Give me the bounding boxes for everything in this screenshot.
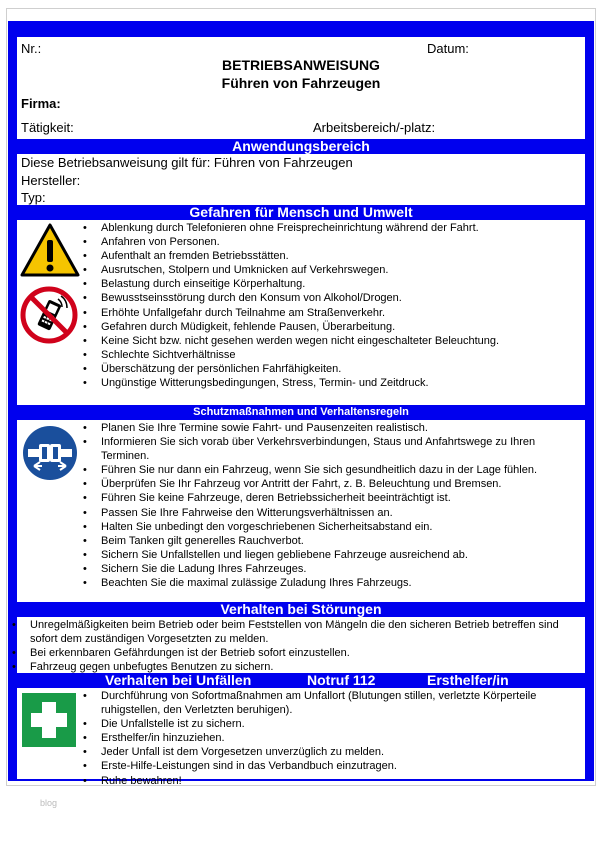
list-item: • Die Unfallstelle ist zu sichern. bbox=[79, 717, 583, 731]
anwendungsbereich-text: Diese Betriebsanweisung gilt für: Führen von Fahrzeugen bbox=[21, 155, 353, 170]
list-item: • Belastung durch einseitige Körperhaltung. bbox=[79, 277, 583, 291]
list-item: • Ablenkung durch Telefonieren ohne Freisprecheinrichtung während der Fahrt. bbox=[79, 221, 583, 235]
unfaelle-list bbox=[79, 689, 583, 788]
list-item: • Überprüfen Sie Ihr Fahrzeug vor Antritt der Fahrt, z. B. Beleuchtung und Bremsen. bbox=[79, 477, 583, 491]
section-heading-gefahren: Gefahren für Mensch und Umwelt bbox=[17, 205, 585, 220]
list-item: • Erste-Hilfe-Leistungen sind in das Verbandbuch einzutragen. bbox=[79, 759, 583, 773]
list-item: • Durchführung von Sofortmaßnahmen am Unfallort (Blutungen stillen, verletzte Körperteile ruhigstellen, den Verletzten beruhigen). bbox=[79, 689, 583, 717]
nr-label: Nr.: bbox=[21, 41, 42, 56]
list-item: • Gefahren durch Müdigkeit, fehlende Pausen, Überarbeitung. bbox=[79, 320, 583, 334]
list-item: • Beachten Sie die maximal zulässige Zuladung Ihres Fahrzeugs. bbox=[79, 576, 583, 590]
typ-label: Typ: bbox=[21, 190, 46, 205]
no-phone-icon bbox=[20, 286, 78, 344]
list-item: • Sichern Sie Unfallstellen und liegen gebliebene Fahrzeuge ausreichend ab. bbox=[79, 548, 583, 562]
list-item: • Bei erkennbaren Gefährdungen ist der Betrieb sofort einzustellen. bbox=[8, 646, 586, 660]
list-item: • Unregelmäßigkeiten beim Betrieb oder beim Feststellen von Mängeln die den sicheren Betrieb betreffen sind sofort dem zuständigen Vorgesetzten zu melden. bbox=[8, 618, 586, 646]
list-item: • Halten Sie unbedingt den vorgeschriebenen Sicherheitsabstand ein. bbox=[79, 520, 583, 534]
list-item: • Ruhe bewahren! bbox=[79, 774, 583, 788]
stoerungen-list bbox=[8, 618, 586, 674]
document-frame bbox=[8, 21, 594, 787]
list-item: • Erhöhte Unfallgefahr durch Teilnahme am Straßenverkehr. bbox=[79, 306, 583, 320]
list-item: • Führen Sie keine Fahrzeuge, deren Betriebssicherheit beeinträchtigt ist. bbox=[79, 491, 583, 505]
list-item: • Passen Sie Ihre Fahrweise den Witterungsverhältnissen an. bbox=[79, 506, 583, 520]
warning-triangle-icon bbox=[20, 223, 80, 277]
ersthelfer-label: Ersthelfer/in bbox=[427, 672, 509, 688]
schutz-list bbox=[79, 421, 583, 590]
datum-label: Datum: bbox=[427, 41, 469, 56]
list-item: • Informieren Sie sich vorab über Verkehrsverbindungen, Staus und Anfahrtswege zu Ihren Terminen. bbox=[79, 435, 583, 463]
list-item: • Schlechte Sichtverhältnisse bbox=[79, 348, 583, 362]
section-heading-schutz: Schutzmaßnahmen und Verhaltensregeln bbox=[17, 405, 585, 420]
watermark-text: blog bbox=[40, 798, 58, 808]
arbeitsbereich-label: Arbeitsbereich/-platz: bbox=[313, 120, 436, 135]
list-item: • Bewusstseinsstörung durch den Konsum von Alkohol/Drogen. bbox=[79, 291, 583, 305]
list-item: • Fahrzeug gegen unbefugtes Benutzen zu sichern. bbox=[8, 660, 586, 674]
taetigkeit-label: Tätigkeit: bbox=[21, 120, 74, 135]
list-item: • Sichern Sie die Ladung Ihres Fahrzeuges. bbox=[79, 562, 583, 576]
list-item: • Aufenthalt an fremden Betriebsstätten. bbox=[79, 249, 583, 263]
section-heading-stoerungen: Verhalten bei Störungen bbox=[17, 602, 585, 617]
list-item: • Anfahren von Personen. bbox=[79, 235, 583, 249]
firma-label: Firma: bbox=[21, 96, 61, 111]
list-item: • Ausrutschen, Stolpern und Umknicken auf Verkehrswegen. bbox=[79, 263, 583, 277]
first-aid-icon bbox=[22, 693, 76, 747]
page-subtitle: Führen von Fahrzeugen bbox=[221, 75, 381, 91]
hersteller-label: Hersteller: bbox=[21, 173, 81, 188]
list-item: • Überschätzung der persönlichen Fahrfähigkeiten. bbox=[79, 362, 583, 376]
page-title: BETRIEBSANWEISUNG bbox=[222, 57, 380, 73]
unfaelle-heading-label: Verhalten bei Unfällen bbox=[105, 672, 252, 688]
list-item: • Beim Tanken gilt generelles Rauchverbot. bbox=[79, 534, 583, 548]
seatbelt-icon bbox=[22, 425, 78, 481]
list-item: • Ungünstige Witterungsbedingungen, Stress, Termin- und Zeitdruck. bbox=[79, 376, 583, 390]
section-heading-unfaelle bbox=[17, 673, 585, 688]
gefahren-list bbox=[79, 221, 583, 390]
document-sheet bbox=[6, 8, 596, 786]
section-heading-anwendungsbereich: Anwendungsbereich bbox=[17, 139, 585, 154]
list-item: • Keine Sicht bzw. nicht gesehen werden wegen nicht eingeschalteter Beleuchtung. bbox=[79, 334, 583, 348]
list-item: • Führen Sie nur dann ein Fahrzeug, wenn Sie sich gesundheitlich dazu in der Lage fühlen. bbox=[79, 463, 583, 477]
list-item: • Jeder Unfall ist dem Vorgesetzen unverzüglich zu melden. bbox=[79, 745, 583, 759]
notruf-label: Notruf 112 bbox=[307, 672, 376, 688]
list-item: • Planen Sie Ihre Termine sowie Fahrt- und Pausenzeiten realistisch. bbox=[79, 421, 583, 435]
list-item: • Ersthelfer/in hinzuziehen. bbox=[79, 731, 583, 745]
document-inner bbox=[17, 37, 585, 787]
